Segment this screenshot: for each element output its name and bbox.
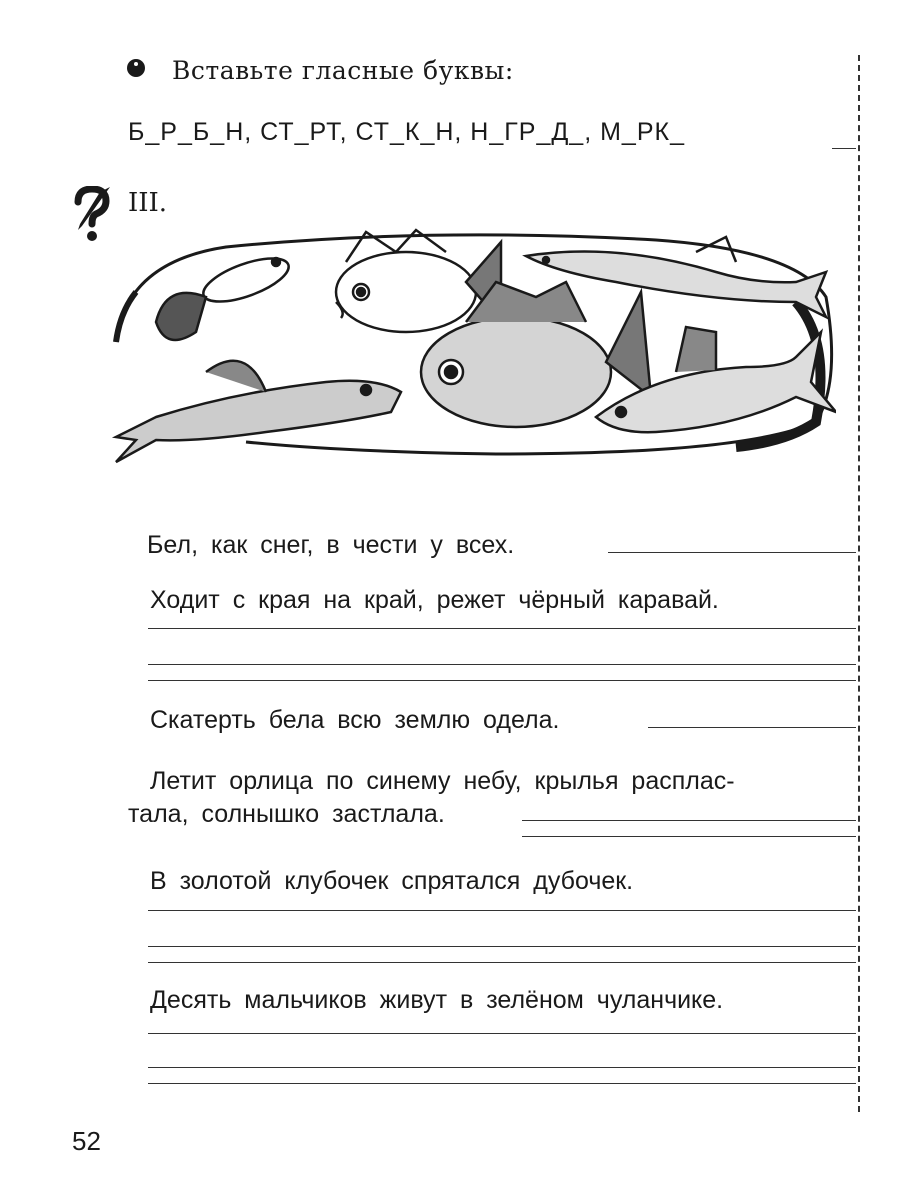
answer-line [148,946,856,947]
fish-guppy [156,250,294,340]
answer-line [148,910,856,911]
answer-line [608,552,856,553]
cut-line [858,55,860,1112]
answer-line [522,836,856,837]
answer-line [148,1033,856,1034]
riddle-6: Десять мальчиков живут в зелёном чуланчике. [150,986,724,1014]
riddle-5: В золотой клубочек спрятался дубочек. [150,867,634,895]
riddle-4-line-2: тала, солнышко застлала. [128,800,445,828]
answer-line [148,1083,856,1084]
riddle-1: Бел, как снег, в чести у всех. [147,531,515,559]
answer-line [148,680,856,681]
words-underline [832,148,856,149]
answer-line [648,727,856,728]
fish-illustration [96,222,836,474]
answer-line [148,664,856,665]
riddle-4-line-1: Летит орлица по синему небу, крылья расплас- [150,767,735,795]
answer-line [522,820,856,821]
answer-line [148,628,856,629]
vowel-words-line: Б_Р_Б_Н, СТ_РТ, СТ_К_Н, Н_ГР_Д_, М_РК_ [128,118,685,146]
riddle-2: Ходит с края на край, режет чёрный каравай. [150,586,719,614]
task-title: Вставьте гласные буквы: [172,56,514,85]
page-number: 52 [72,1126,101,1156]
bullet-icon [126,58,146,78]
fish-pike [116,361,401,462]
answer-line [148,1067,856,1068]
answer-line [148,962,856,963]
riddle-3: Скатерть бела всю землю одела. [150,706,560,734]
task-number: III. [128,188,168,218]
